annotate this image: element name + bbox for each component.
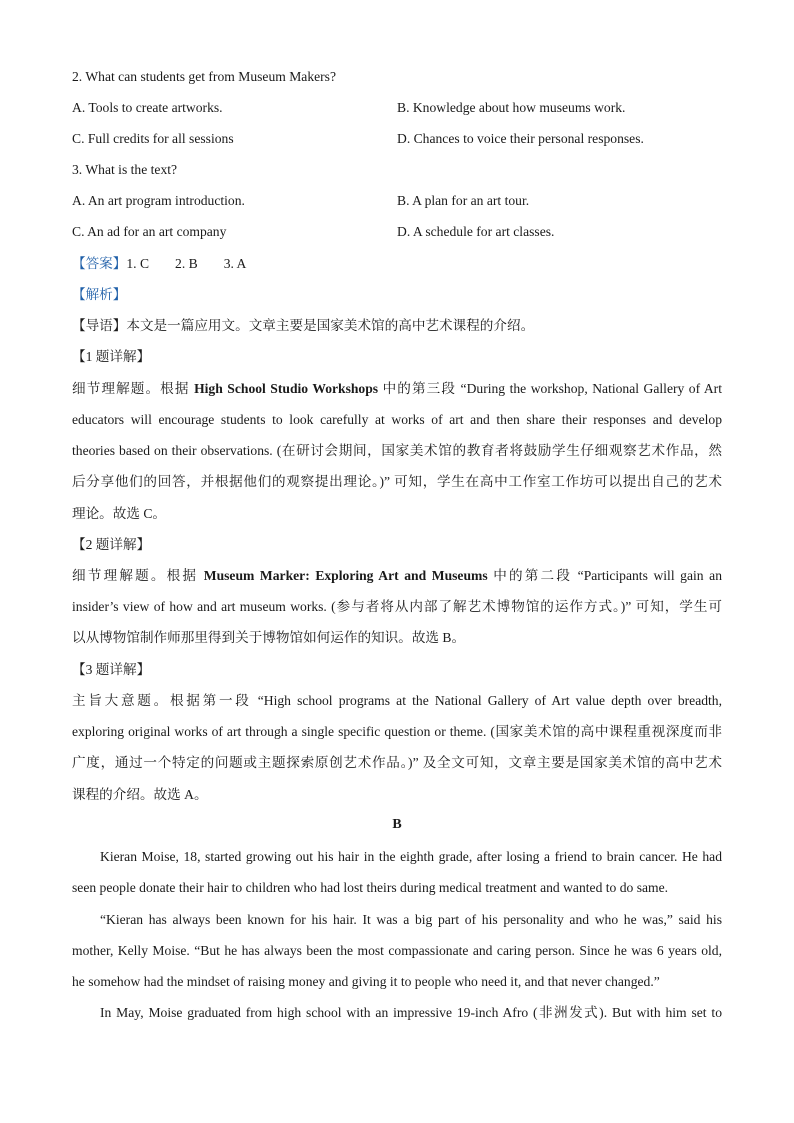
- analysis-label: 【解析】: [72, 287, 127, 302]
- detail-3-line-1: 主旨大意题。根据第一段 “High school programs at the National Gallery of Art value depth over breadth,: [72, 693, 722, 708]
- passage-b-para-2-line-1: “Kieran has always been known for his hair. It was a big part of his personality and who he was,” said his: [100, 912, 722, 927]
- guide-line: [72, 317, 534, 335]
- answer-label: 【答案】: [72, 256, 127, 271]
- question-2-option-b: B. Knowledge about how museums work.: [397, 100, 626, 115]
- detail-2-line-2: insider’s view of how and art museum works. (参与者将从内部了解艺术博物馆的运作方式。)” 可知，学生可: [72, 599, 722, 614]
- question-3-option-b: B. A plan for an art tour.: [397, 193, 530, 208]
- detail-1-line-1: 细节理解题。根据 High School Studio Workshops 中的第三段 “During the workshop, National Gallery of Art: [72, 381, 722, 396]
- detail-1-line-4: 后分享他们的回答，并根据他们的观察提出理论。)” 可知，学生在高中工作室工作坊可以提出自己的艺术: [72, 474, 722, 489]
- detail-2-label: 【2 题详解】: [72, 537, 151, 552]
- answer-3: 3. A: [223, 256, 247, 271]
- detail-2-line-3: 以从博物馆制作师那里得到关于博物馆如何运作的知识。故选 B。: [72, 630, 466, 645]
- question-3-option-d: D. A schedule for art classes.: [397, 224, 555, 239]
- question-3-stem: 3. What is the text?: [72, 162, 178, 177]
- detail-3-line-3: 广度，通过一个特定的问题或主题探索原创艺术作品。)” 及全文可知，文章主要是国家美术馆的高中艺术: [72, 755, 722, 770]
- question-2-option-a: A. Tools to create artworks.: [72, 100, 223, 115]
- passage-b-para-3-line-1: In May, Moise graduated from high school with an impressive 19-inch Afro (非洲发式). But with him set to: [100, 1005, 722, 1020]
- detail-3-line-4: 课程的介绍。故选 A。: [72, 787, 208, 802]
- passage-b-para-2-line-3: he somehow had the mindset of raising money and giving it to people who need it, and that never changed.”: [72, 974, 660, 989]
- detail-1-line-2: educators will encourage students to look carefully at works of art and then share their responses and develop: [72, 412, 722, 427]
- passage-b-para-2-line-2: mother, Kelly Moise. “But he has always been the most compassionate and caring person. Since he was 6 years old,: [72, 943, 722, 958]
- answer-1: 1. C: [126, 256, 150, 271]
- question-3-option-a: A. An art program introduction.: [72, 193, 245, 208]
- passage-b-para-1-line-1: Kieran Moise, 18, started growing out his hair in the eighth grade, after losing a friend to brain cancer. He had: [100, 849, 722, 864]
- answer-2: 2. B: [175, 256, 198, 271]
- passage-b-para-1-line-2: seen people donate their hair to children who had lost theirs during medical treatment and wanted to do same.: [72, 880, 669, 895]
- guide-text: 本文是一篇应用文。文章主要是国家美术馆的高中艺术课程的介绍。: [126, 318, 535, 333]
- answer-row: [72, 255, 272, 273]
- question-2-option-d: D. Chances to voice their personal responses.: [397, 131, 644, 146]
- guide-label: 【导语】: [72, 318, 127, 333]
- question-2-stem: 2. What can students get from Museum Makers?: [72, 69, 337, 84]
- detail-1-line-3: theories based on their observations. (在研讨会期间，国家美术馆的教育者将鼓励学生仔细观察艺术作品，然: [72, 443, 722, 458]
- question-3-option-c: C. An ad for an art company: [72, 224, 227, 239]
- detail-3-line-2: exploring original works of art through a single specific question or theme. (国家美术馆的高中课程重视深度而非: [72, 724, 722, 739]
- detail-2-line-1: 细节理解题。根据 Museum Marker: Exploring Art and Museums 中的第二段 “Participants will gain an: [72, 568, 722, 583]
- detail-1-line-5: 理论。故选 C。: [72, 506, 167, 521]
- detail-3-label: 【3 题详解】: [72, 662, 151, 677]
- section-b-heading: B: [392, 817, 402, 832]
- detail-1-label: 【1 题详解】: [72, 349, 151, 364]
- question-2-option-c: C. Full credits for all sessions: [72, 131, 234, 146]
